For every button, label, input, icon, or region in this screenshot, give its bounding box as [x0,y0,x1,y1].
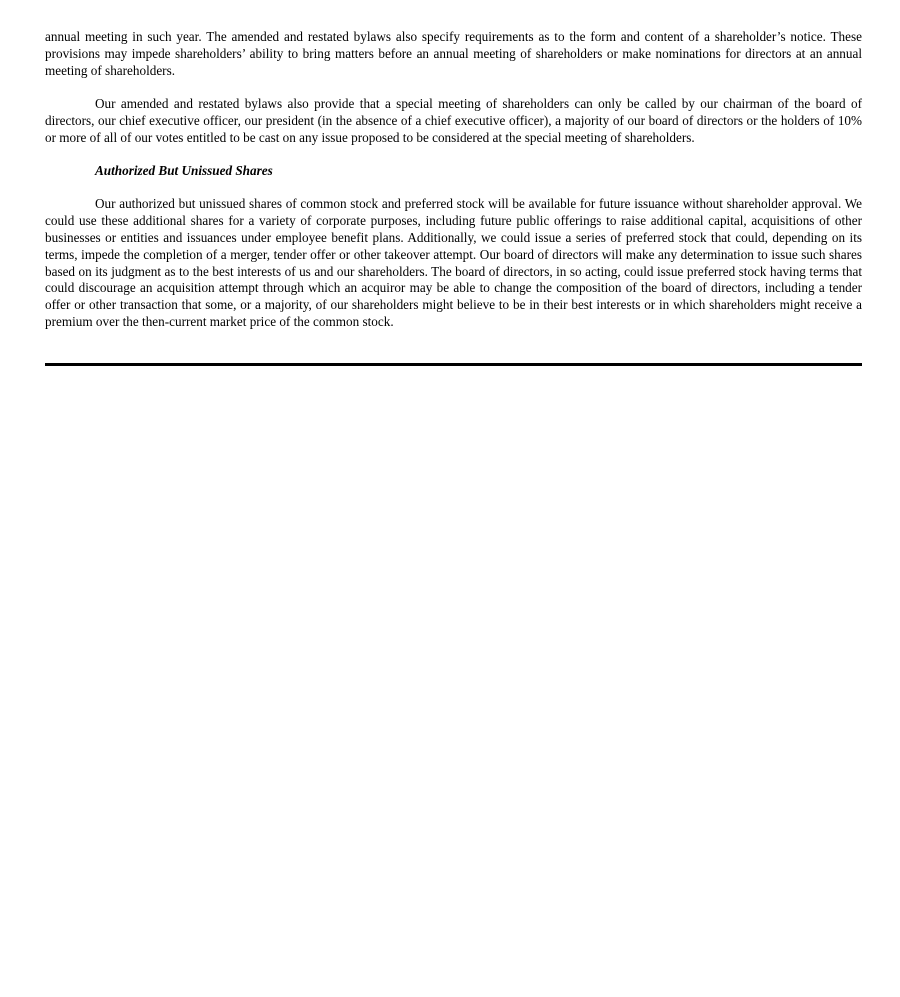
paragraph-spacer [45,180,862,197]
section-heading-authorized-unissued-shares: Authorized But Unissued Shares [95,162,273,178]
paragraph-continued: annual meeting in such year. The amended and restated bylaws also specify requirements as to the form and content of a shareholder’s notice. These provisions may impede shareholders’ ability to bring matters before an annual meeting of shareholders or make nominations for directors at an annual meeting of shareholders. [45,29,862,78]
paragraph-unissued-shares: Our authorized but unissued shares of common stock and preferred stock will be available for future issuance without shareholder approval. We could use these additional shares for a variety of corporate purposes, including future public offerings to raise additional capital, acquisitions of other businesses or entities and issuances under employee benefit plans. Additionally, we could issue a series of preferred stock that could, depending on its terms, impede the completion of a merger, tender offer or other takeover attempt. Our board of directors will make any determination to issue such shares based on its judgment as to the best interests of us and our shareholders. The board of directors, in so acting, could issue preferred stock having terms that could discourage an acquisition attempt through which an acquiror may be able to change the composition of the board of directors, including a tender offer or other transaction that some, or a majority, of our shareholders might believe to be in their best interests or in which shareholders might receive a premium over the then-current market price of the common stock. [45,196,862,329]
document-page [45,29,862,331]
page-divider-rule [45,363,862,366]
paragraph-special-meeting: Our amended and restated bylaws also provide that a special meeting of shareholders can only be called by our chairman of the board of directors, our chief executive officer, our president (in the absence of a chief executive officer), a majority of our board of directors or the holders of 10% or more of all of our votes entitled to be cast on any issue proposed to be considered at the special meeting of shareholders. [45,95,862,145]
paragraph-spacer [45,79,862,96]
paragraph-spacer [45,146,862,163]
